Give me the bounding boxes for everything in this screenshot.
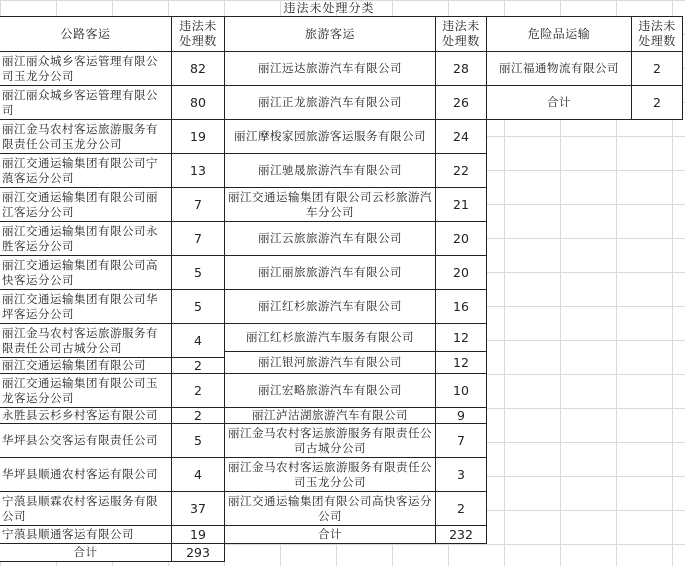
tour-total-value: 232 [435,525,487,544]
tour-count-cell: 2 [435,491,487,526]
tour-company-cell: 丽江泸沽湖旅游汽车有限公司 [224,407,436,424]
tour-company-cell: 丽江远达旅游汽车有限公司 [224,51,436,86]
road-count-cell: 19 [171,119,225,154]
road-count-cell: 5 [171,289,225,324]
tour-company-cell: 丽江金马农村客运旅游服务有限责任公司玉龙分公司 [224,457,436,492]
road-header-company: 公路客运 [0,16,172,52]
road-company-cell: 华坪县公交客运有限责任公司 [0,423,172,458]
hazmat-header-company: 危险品运输 [486,16,632,52]
tour-company-cell: 丽江金马农村客运旅游服务有限责任公司古城分公司 [224,423,436,458]
tour-count-cell: 21 [435,187,487,222]
tour-count-cell: 7 [435,423,487,458]
tour-count-cell: 16 [435,289,487,324]
tour-company-cell: 丽江摩梭家园旅游客运服务有限公司 [224,119,436,154]
tour-company-cell: 丽江红杉旅游汽车服务有限公司 [224,323,436,352]
tour-company-cell: 丽江云旅旅游汽车有限公司 [224,221,436,256]
road-company-cell: 丽江交通运输集团有限公司 [0,357,172,374]
road-count-cell: 82 [171,51,225,86]
tour-header-count: 违法未处理数 [435,16,487,52]
road-count-cell: 13 [171,153,225,188]
road-company-cell: 宁蒗县顺霖农村客运服务有限公司 [0,491,172,526]
road-company-cell: 丽江交通运输集团有限公司华坪客运分公司 [0,289,172,324]
tour-total-label: 合计 [224,525,436,544]
road-company-cell: 华坪县顺通农村客运有限公司 [0,457,172,492]
tour-company-cell: 丽江驰晟旅游汽车有限公司 [224,153,436,188]
road-company-cell: 永胜县云杉乡村客运有限公司 [0,407,172,424]
tour-count-cell: 20 [435,221,487,256]
tour-company-cell: 丽江交通运输集团有限公司云杉旅游汽车分公司 [224,187,436,222]
tour-count-cell: 12 [435,323,487,352]
road-company-cell: 丽江丽众城乡客运管理有限公司 [0,85,172,120]
tour-header-company: 旅游客运 [224,16,436,52]
tour-company-cell: 丽江交通运输集团有限公司高快客运分公司 [224,491,436,526]
tour-company-cell: 丽江红杉旅游汽车有限公司 [224,289,436,324]
table-title: 违法未处理分类 [283,1,375,15]
road-company-cell: 丽江交通运输集团有限公司高快客运分公司 [0,255,172,290]
road-company-cell: 丽江丽众城乡客运管理有限公司玉龙分公司 [0,51,172,86]
tour-count-cell: 26 [435,85,487,120]
road-count-cell: 80 [171,85,225,120]
road-total-label: 合计 [0,543,172,562]
tour-count-cell: 20 [435,255,487,290]
tour-count-cell: 24 [435,119,487,154]
hazmat-total-value: 2 [631,85,683,120]
road-count-cell: 4 [171,323,225,358]
road-company-cell: 丽江金马农村客运旅游服务有限责任公司玉龙分公司 [0,119,172,154]
hazmat-company-cell: 丽江福通物流有限公司 [486,51,632,86]
road-count-cell: 2 [171,357,225,374]
tour-company-cell: 丽江丽旅旅游汽车有限公司 [224,255,436,290]
road-header-count: 违法未处理数 [171,16,225,52]
hazmat-total-label: 合计 [486,85,632,120]
road-count-cell: 2 [171,407,225,424]
tour-company-cell: 丽江宏略旅游汽车有限公司 [224,373,436,408]
road-company-cell: 丽江交通运输集团有限公司丽江客运分公司 [0,187,172,222]
tour-count-cell: 10 [435,373,487,408]
road-company-cell: 宁蒗县顺通客运有限公司 [0,525,172,544]
tour-count-cell: 3 [435,457,487,492]
road-count-cell: 7 [171,187,225,222]
tour-count-cell: 9 [435,407,487,424]
road-count-cell: 5 [171,255,225,290]
road-company-cell: 丽江交通运输集团有限公司永胜客运分公司 [0,221,172,256]
road-count-cell: 4 [171,457,225,492]
road-count-cell: 7 [171,221,225,256]
tour-count-cell: 28 [435,51,487,86]
road-company-cell: 丽江金马农村客运旅游服务有限责任公司古城分公司 [0,323,172,358]
hazmat-count-cell: 2 [631,51,683,86]
road-company-cell: 丽江交通运输集团有限公司玉龙客运分公司 [0,373,172,408]
tour-company-cell: 丽江正龙旅游汽车有限公司 [224,85,436,120]
tour-count-cell: 12 [435,351,487,374]
road-count-cell: 5 [171,423,225,458]
tour-company-cell: 丽江银河旅游汽车有限公司 [224,351,436,374]
tour-count-cell: 22 [435,153,487,188]
road-total-value: 293 [171,543,225,562]
road-count-cell: 19 [171,525,225,544]
road-count-cell: 2 [171,373,225,408]
road-count-cell: 37 [171,491,225,526]
hazmat-header-count: 违法未处理数 [631,16,683,52]
road-company-cell: 丽江交通运输集团有限公司宁蒗客运分公司 [0,153,172,188]
